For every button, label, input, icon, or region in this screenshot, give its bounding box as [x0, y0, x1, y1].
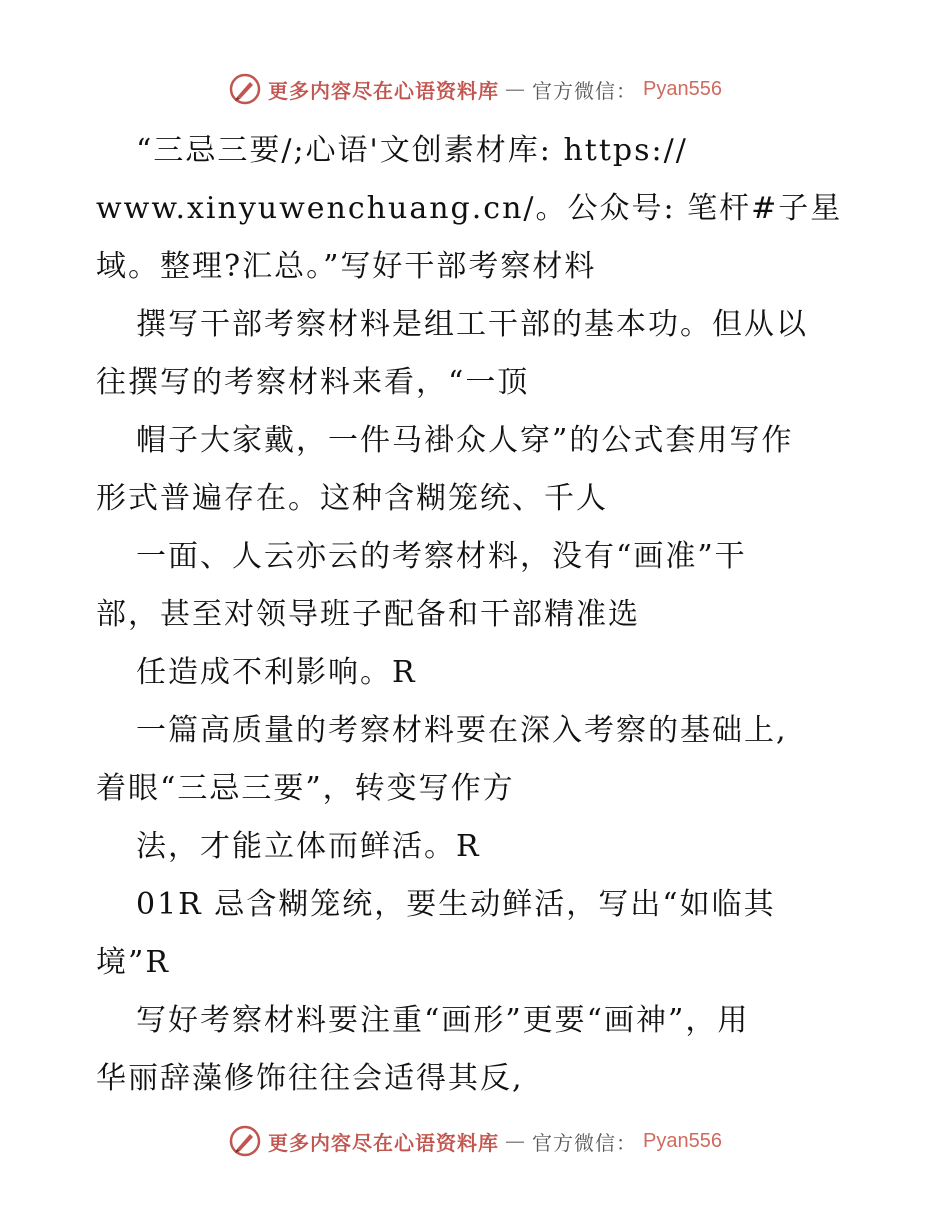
body-line-3: 域。整理?汇总。”写好干部考察材料: [96, 249, 597, 284]
watermark-dash: —: [505, 1129, 527, 1153]
body-line-16: 写好考察材料要注重“画形”更要“画神”，用: [136, 1003, 750, 1038]
watermark-official-label: 官方微信：: [532, 1130, 638, 1155]
header-watermark: [0, 72, 950, 106]
body-line-2: www.xinyuwenchuang.cn/。公众号: 笔杆#子星: [96, 191, 843, 226]
pen-logo-icon: [228, 1124, 262, 1158]
watermark-official-label: 官方微信：: [532, 78, 638, 103]
body-line-17: 华丽辞藻修饰往往会适得其反,: [96, 1061, 524, 1096]
watermark-brand: 更多内容尽在心语资料库: [268, 1130, 500, 1155]
body-line-6: 帽子大家戴，一件马褂众人穿”的公式套用写作: [136, 423, 794, 458]
watermark-wechat-id: Pyan556: [643, 1129, 722, 1152]
footer-watermark: [0, 1124, 950, 1158]
body-line-14: 01R 忌含糊笼统，要生动鲜活，写出“如临其: [136, 887, 776, 922]
watermark-brand: 更多内容尽在心语资料库: [268, 78, 500, 103]
body-line-10: 任造成不利影响。R: [136, 655, 417, 690]
watermark-dash: —: [505, 77, 527, 101]
pen-logo-icon: [228, 72, 262, 106]
body-line-1: “三忌三要/;心语'文创素材库: https://: [136, 133, 688, 168]
document-body: [96, 122, 856, 1108]
watermark-wechat-id: Pyan556: [643, 77, 722, 100]
body-line-13: 法，才能立体而鲜活。R: [136, 829, 481, 864]
body-line-11: 一篇高质量的考察材料要在深入考察的基础上,: [136, 713, 788, 748]
body-line-5: 往撰写的考察材料来看，“一顶: [96, 365, 530, 400]
body-line-7: 形式普遍存在。这种含糊笼统、千人: [96, 481, 608, 516]
body-line-9: 部，甚至对领导班子配备和干部精准选: [96, 597, 640, 632]
body-line-8: 一面、人云亦云的考察材料，没有“画准”干: [136, 539, 747, 574]
body-line-15: 境”R: [96, 945, 170, 980]
body-line-4: 撰写干部考察材料是组工干部的基本功。但从以: [136, 307, 808, 342]
body-line-12: 着眼“三忌三要”，转变写作方: [96, 771, 515, 806]
